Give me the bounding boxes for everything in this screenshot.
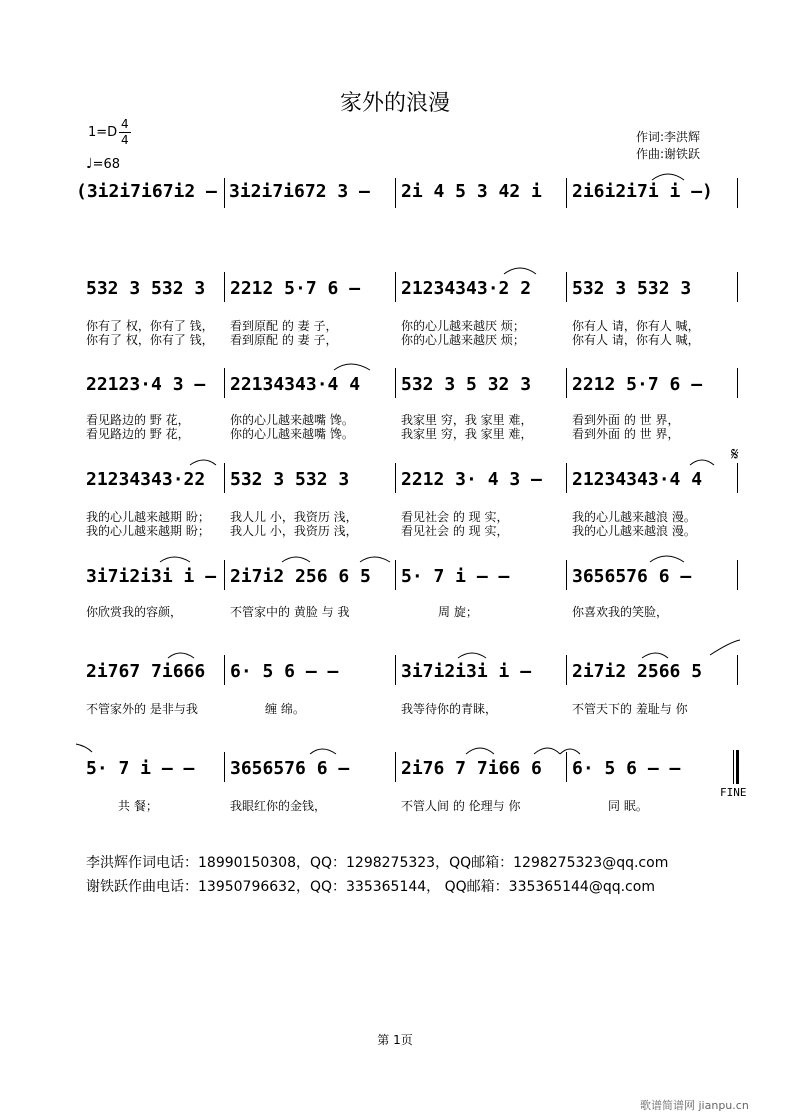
lyric-r2-m2-v1: 我家里 穷，我 家里 难， bbox=[401, 413, 533, 427]
lyric-r6-m3: 同 眠。 bbox=[608, 799, 648, 813]
measure-r4-m3: 3656576 6 – bbox=[572, 566, 692, 587]
lyric-r4-m1: 不管家中的 黄脸 与 我 bbox=[230, 605, 350, 619]
slur-icon bbox=[690, 460, 714, 465]
time-sig-top: 4 bbox=[121, 117, 129, 131]
page-number: 第 1页 bbox=[377, 1033, 413, 1047]
measure-r0-m0: (3i2i7i67i2 – bbox=[76, 181, 217, 202]
measure-r3-m2: 2212 3· 4 3 – bbox=[401, 469, 542, 490]
lyric-r1-m3-v2: 你有人 请，你有人 喊， bbox=[572, 333, 700, 347]
lyric-r1-m3-v1: 你有人 请，你有人 喊， bbox=[572, 319, 700, 333]
lyric-r3-m3-v2: 我的心儿越来越浪 漫。 bbox=[572, 524, 696, 538]
slur-icon bbox=[160, 557, 190, 562]
lyric-r1-m0-v2: 你有了 权，你有了 钱， bbox=[86, 333, 214, 347]
measure-r1-m3: 532 3 532 3 bbox=[572, 278, 692, 299]
lyric-r4-m2: 周 旋； bbox=[438, 605, 478, 619]
song-title: 家外的浪漫 bbox=[339, 91, 450, 116]
measure-r2-m3: 2212 5·7 6 – bbox=[572, 374, 703, 395]
slur-icon bbox=[560, 749, 580, 754]
lyric-r3-m1-v1: 我人儿 小，我资历 浅， bbox=[230, 510, 358, 524]
slur-icon bbox=[710, 640, 740, 655]
time-sig-bottom: 4 bbox=[121, 133, 129, 147]
lyric-r5-m0: 不管家外的 是非与我 bbox=[86, 702, 198, 716]
lyric-r3-m1-v2: 我人儿 小，我资历 浅， bbox=[230, 524, 358, 538]
measure-r6-m3: 6· 5 6 – – bbox=[572, 758, 681, 779]
lyric-r1-m0-v1: 你有了 权，你有了 钱， bbox=[86, 319, 214, 333]
lyric-r5-m1: 缠 绵。 bbox=[265, 702, 305, 716]
measure-r4-m2: 5· 7 i – – bbox=[401, 566, 510, 587]
slur-icon bbox=[310, 749, 336, 754]
slur-icon bbox=[334, 364, 370, 370]
composer-contact: 谢铁跃作曲电话：13950796632，QQ：335365144， QQ邮箱：335365144@qq.com bbox=[86, 879, 655, 895]
measure-r2-m0: 22123·4 3 – bbox=[86, 374, 206, 395]
quarter-note-icon: ♩ bbox=[86, 156, 93, 172]
lyric-r3-m0-v2: 我的心儿越来越期 盼； bbox=[86, 524, 210, 538]
measure-r1-m0: 532 3 532 3 bbox=[86, 278, 206, 299]
measure-r0-m2: 2i 4 5 3 42 i bbox=[401, 181, 542, 202]
lyric-r1-m1-v1: 看到原配 的 妻 子， bbox=[230, 319, 338, 333]
lyric-r3-m2-v2: 看见社会 的 现 实， bbox=[401, 524, 509, 538]
measure-r3-m1: 532 3 532 3 bbox=[230, 469, 350, 490]
lyric-r5-m3: 不管天下的 羞耻与 你 bbox=[572, 702, 688, 716]
lyric-r4-m3: 你喜欢我的笑脸， bbox=[572, 605, 669, 619]
fine-marking: FINE bbox=[720, 786, 747, 799]
slur-icon bbox=[650, 556, 684, 562]
lyric-r3-m2-v1: 看见社会 的 现 实， bbox=[401, 510, 509, 524]
lyric-r6-m0: 共 餐； bbox=[118, 799, 158, 813]
lyricist-credit: 作词:李洪辉 bbox=[636, 130, 701, 144]
slur-icon bbox=[466, 748, 494, 754]
lyric-r2-m3-v2: 看到外面 的 世 界， bbox=[572, 427, 680, 441]
lyric-r2-m3-v1: 看到外面 的 世 界， bbox=[572, 413, 680, 427]
measure-r5-m1: 6· 5 6 – – bbox=[230, 661, 339, 682]
slur-icon bbox=[360, 557, 390, 562]
measure-r5-m3: 2i7i2 2566 5 bbox=[572, 661, 703, 682]
measure-r3-m3: 21234343·4 4 bbox=[572, 469, 703, 490]
measure-r4-m1: 2i7i2 256 6 5 bbox=[230, 566, 371, 587]
slur-icon bbox=[190, 460, 216, 465]
measure-r4-m0: 3i7i2i3i i – bbox=[86, 566, 217, 587]
slur-icon bbox=[168, 653, 194, 658]
lyric-r4-m0: 你欣赏我的容颜， bbox=[86, 605, 183, 619]
lyric-r1-m2-v2: 你的心儿越来越厌 烦； bbox=[401, 333, 525, 347]
measure-r5-m2: 3i7i2i3i i – bbox=[401, 661, 532, 682]
lyric-r2-m1-v1: 你的心儿越来越嘴 馋。 bbox=[230, 413, 354, 427]
tempo-marking: ♩=68 bbox=[86, 156, 121, 172]
measure-r2-m1: 22134343·4 4 bbox=[230, 374, 361, 395]
composer-credit: 作曲:谢铁跃 bbox=[636, 147, 701, 161]
slur-icon bbox=[534, 748, 560, 754]
lyric-r3-m3-v1: 我的心儿越来越浪 漫。 bbox=[572, 510, 696, 524]
watermark: 歌谱简谱网 jianpu.cn bbox=[640, 1099, 749, 1112]
lyric-r6-m1: 我眼红你的金钱， bbox=[230, 799, 327, 813]
lyric-r2-m2-v2: 我家里 穷，我 家里 难， bbox=[401, 427, 533, 441]
measure-r3-m0: 21234343·22 bbox=[86, 469, 206, 490]
measure-r1-m2: 21234343·2 2 bbox=[401, 278, 532, 299]
slur-icon bbox=[642, 653, 668, 658]
lyric-r2-m0-v2: 看见路边的 野 花， bbox=[86, 427, 190, 441]
measure-r1-m1: 2212 5·7 6 – bbox=[230, 278, 361, 299]
measure-r6-m0: 5· 7 i – – bbox=[86, 758, 195, 779]
lyricist-contact: 李洪辉作词电话：18990150308，QQ：1298275323，QQ邮箱：1298275323@qq.com bbox=[86, 855, 669, 871]
measure-r6-m2: 2i76 7 7i66 6 bbox=[401, 758, 542, 779]
lyric-r6-m2: 不管人间 的 伦理与 你 bbox=[401, 799, 521, 813]
slur-icon bbox=[282, 557, 310, 562]
lyric-r2-m1-v2: 你的心儿越来越嘴 馋。 bbox=[230, 427, 354, 441]
slur-icon bbox=[458, 653, 486, 658]
slur-icon bbox=[76, 744, 92, 752]
measure-r0-m3: 2i6i2i7i i –) bbox=[572, 181, 713, 202]
slur-icon bbox=[652, 174, 684, 180]
measure-r0-m1: 3i2i7i672 3 – bbox=[229, 181, 370, 202]
lyric-r1-m2-v1: 你的心儿越来越厌 烦； bbox=[401, 319, 525, 333]
measure-r6-m1: 3656576 6 – bbox=[230, 758, 350, 779]
segno-icon: 𝄋 bbox=[731, 444, 739, 465]
measure-r2-m2: 532 3 5 32 3 bbox=[401, 374, 532, 395]
lyric-r5-m2: 我等待你的青睐， bbox=[401, 702, 498, 716]
lyric-r3-m0-v1: 我的心儿越来越期 盼； bbox=[86, 510, 210, 524]
measure-r5-m0: 2i767 7i666 bbox=[86, 661, 206, 682]
slur-icon bbox=[504, 268, 536, 274]
key-signature: 1=D bbox=[88, 125, 118, 140]
lyric-r1-m1-v2: 看到原配 的 妻 子， bbox=[230, 333, 338, 347]
lyric-r2-m0-v1: 看见路边的 野 花， bbox=[86, 413, 190, 427]
